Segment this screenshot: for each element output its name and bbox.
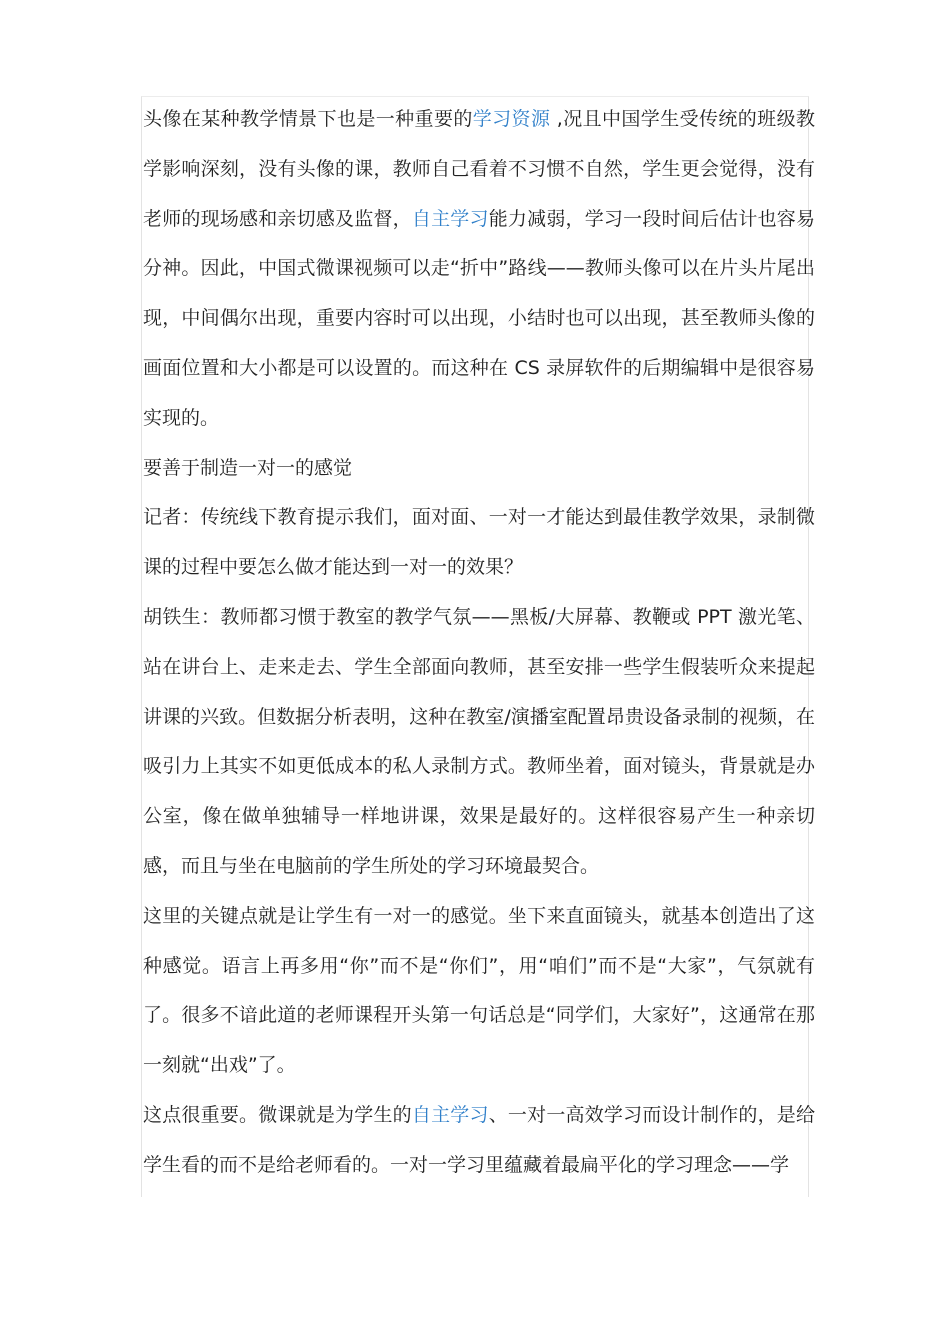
- text-segment: ,况且中国学生受传统的班级教学影响深刻，没有头像的课，教师自己看着不习惯不自然，学生更会觉得，没有老师的现场感和亲切感及监督，: [143, 108, 815, 230]
- paragraph-hu-tiesheng-answer: [143, 593, 815, 892]
- text-segment: 这里的关键点就是让学生有一对一的感觉。坐下来直面镜头，就基本创造出了这种感觉。语言上再多用“你”而不是“你们”，用“咱们”而不是“大家”，气氛就有了。很多不谙此道的老师课程开头第一句话总是“同学们，大家好”，这通常在那一刻就“出戏”了。: [143, 904, 815, 1077]
- paragraph-key-point: [143, 892, 815, 1091]
- link-self-study[interactable]: 自主学习: [411, 207, 489, 230]
- text-segment: 、一对一高效学习而设计制作的，是给学生看的而不是给老师看的。一对一学习里蕴藏着最扁平化的学习理念——学: [143, 1103, 815, 1176]
- text-segment: 这点很重要。微课就是为学生的: [143, 1103, 412, 1126]
- paragraph-reporter-question: [143, 493, 815, 593]
- paragraph-avatar-resource: [143, 95, 815, 444]
- heading-text: 要善于制造一对一的感觉: [143, 456, 353, 479]
- link-self-study-2[interactable]: 自主学习: [411, 1103, 489, 1126]
- text-segment: 胡铁生：教师都习惯于教室的教学气氛——黑板/大屏幕、教鞭或 PPT 激光笔、站在讲台上、走来走去、学生全部面向教师，甚至安排一些学生假装听众来提起讲课的兴致。但数据分析表明，这种在教室/演播室配置昂贵设备录制的视频，在吸引力上其实不如更低成本的私人录制方式。教师坐着，面对镜头，背景就是办公室，像在做单独辅导一样地讲课，效果是最好的。这样很容易产生一种亲切感，而且与坐在电脑前的学生所处的学习环境最契合。: [143, 605, 815, 877]
- article-body: [143, 95, 815, 1191]
- text-segment: 能力减弱，学习一段时间后估计也容易分神。因此，中国式微课视频可以走“折中”路线——教师头像可以在片头片尾出现，中间偶尔出现，重要内容时可以出现，小结时也可以出现，甚至教师头像的画面位置和大小都是可以设置的。而这种在 CS 录屏软件的后期编辑中是很容易实现的。: [143, 207, 815, 429]
- text-segment: 记者：传统线下教育提示我们，面对面、一对一才能达到最佳教学效果，录制微课的过程中要怎么做才能达到一对一的效果？: [143, 506, 815, 579]
- section-heading-one-on-one: [143, 444, 815, 494]
- link-learning-resource[interactable]: 学习资源: [472, 108, 551, 130]
- paragraph-importance: [143, 1091, 815, 1191]
- text-segment: 头像在某种教学情景下也是一种重要的: [143, 108, 473, 130]
